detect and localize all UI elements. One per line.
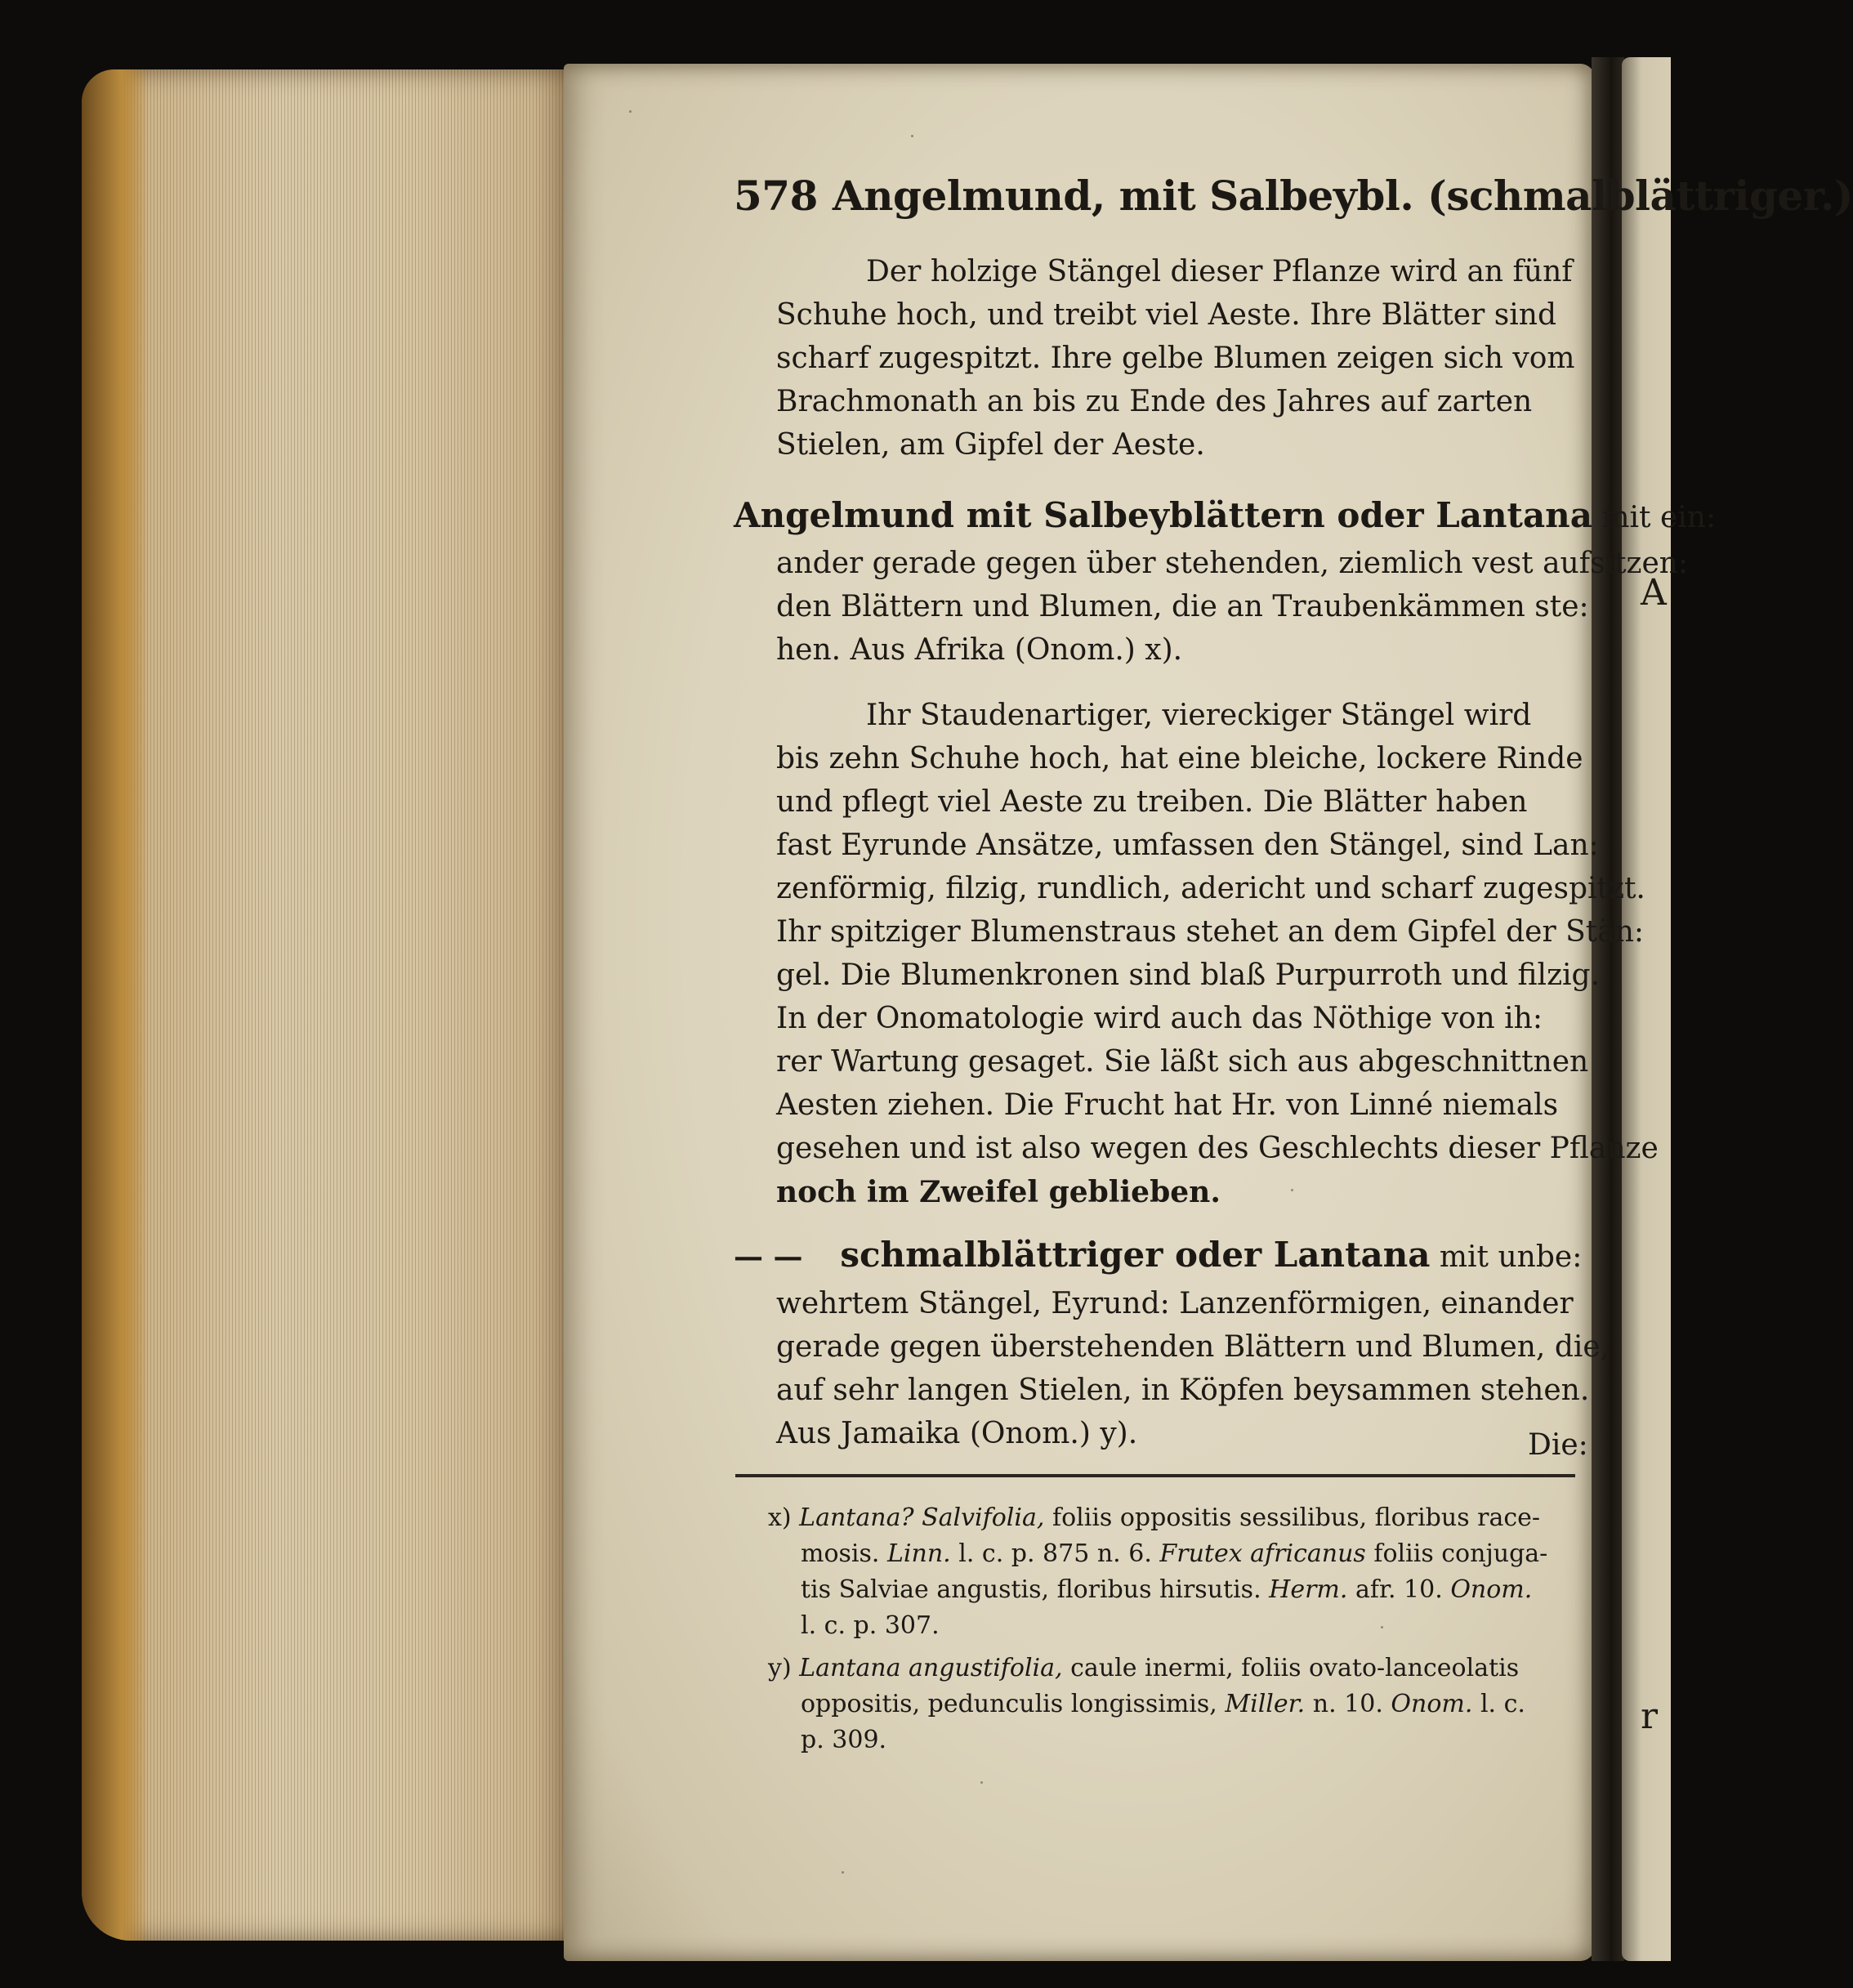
entry3-line-2: bis zehn Schuhe hoch, hat eine bleiche, lockere Rinde: [776, 742, 1583, 775]
entry1-line-3: scharf zugespitzt. Ihre gelbe Blumen zeigen sich vom: [776, 342, 1575, 375]
entry3-line-10: Aesten ziehen. Die Frucht hat Hr. von Linné niemals: [776, 1088, 1559, 1122]
entry3-line-8: In der Onomatologie wird auch das Nöthige von ih:: [776, 1002, 1543, 1035]
footnote-y-text-2a: oppositis, pedunculis longissimis,: [801, 1690, 1217, 1718]
book-fore-edge: [82, 69, 572, 1941]
footnote-x-text-2c: foliis conjuga-: [1373, 1539, 1548, 1568]
footnote-y-italic-2a: Miller.: [1225, 1690, 1306, 1718]
running-title: Angelmund, mit Salbeybl. (schmalblättriger.): [832, 172, 1853, 220]
entry4-heading-rest: mit unbe:: [1439, 1240, 1583, 1274]
entry4-heading-line: [734, 1235, 1583, 1275]
entry2-heading-rest: mit ein:: [1601, 501, 1717, 534]
entry3-line-7: gel. Die Blumenkronen sind blaß Purpurroth und filzig.: [776, 958, 1601, 992]
footnote-y-taxon: Lantana angustifolia,: [799, 1654, 1063, 1682]
footnote-x-text-1: foliis oppositis sessilibus, floribus race-: [1052, 1503, 1541, 1532]
footnote-x-text-2b: l. c. p. 875 n. 6.: [958, 1539, 1152, 1568]
footnote-x-italic-2b: Frutex africanus: [1159, 1539, 1366, 1568]
footnote-y-line-1: [768, 1656, 1519, 1681]
entry4-dashes: — —: [734, 1240, 803, 1274]
footnote-x-text-3a: tis Salviae angustis, floribus hirsutis.: [801, 1575, 1261, 1604]
entry4-line-3: auf sehr langen Stielen, in Köpfen beysammen stehen.: [776, 1374, 1590, 1407]
footnote-x-italic-3b: Onom.: [1450, 1575, 1533, 1604]
entry3-line-9: rer Wartung gesaget. Sie läßt sich aus abgeschnittnen: [776, 1045, 1589, 1079]
facing-page-letter-top: A: [1641, 572, 1667, 614]
entry3-line-1: Ihr Staudenartiger, viereckiger Stängel wird: [866, 699, 1532, 732]
entry2-line-2: den Blättern und Blumen, die an Traubenkämmen ste:: [776, 590, 1589, 623]
entry3-line-6: Ihr spitziger Blumenstraus stehet an dem Gipfel der Stän:: [776, 915, 1645, 949]
footnote-y-text-2b: n. 10.: [1312, 1690, 1383, 1718]
footnote-x-line-2: [801, 1539, 1548, 1568]
entry2-lemma: Angelmund mit Salbeyblättern oder Lantana: [734, 495, 1592, 535]
entry1-line-2: Schuhe hoch, und treibt viel Aeste. Ihre Blätter sind: [776, 298, 1556, 332]
footnote-y-italic-2b: Onom.: [1391, 1690, 1473, 1718]
catchword: Die:: [1528, 1428, 1588, 1462]
footnote-y-text-1: caule inermi, foliis ovato-lanceolatis: [1070, 1654, 1520, 1682]
facing-page-letter-bottom: r: [1641, 1695, 1659, 1737]
entry4-lemma: schmalblättriger oder Lantana: [840, 1235, 1431, 1275]
footnote-y-line-2: [801, 1692, 1525, 1717]
entry3-line-5: zenförmig, filzig, rundlich, adericht und scharf zugespitzt.: [776, 872, 1645, 905]
footnote-x-text-3b: afr. 10.: [1355, 1575, 1443, 1604]
footnote-x-line-4: l. c. p. 307.: [801, 1611, 940, 1640]
footnote-x-taxon: Lantana? Salvifolia,: [799, 1503, 1045, 1532]
footnote-x-italic-3a: Herm.: [1269, 1575, 1348, 1604]
entry4-line-4: Aus Jamaika (Onom.) y).: [776, 1417, 1138, 1450]
footnote-x-marker: x): [768, 1503, 792, 1532]
footnote-x-line-1: [768, 1503, 1541, 1532]
entry4-line-1: wehrtem Stängel, Eyrund: Lanzenförmigen, einander: [776, 1287, 1574, 1320]
entry2-line-1: ander gerade gegen über stehenden, ziemlich vest aufsitzen:: [776, 547, 1689, 580]
running-head: [734, 172, 1853, 220]
entry4-line-2: gerade gegen überstehenden Blättern und Blumen, die,: [776, 1330, 1610, 1364]
entry1-line-1: Der holzige Stängel dieser Pflanze wird an fünf: [866, 255, 1573, 288]
entry1-line-4: Brachmonath an bis zu Ende des Jahres auf zarten: [776, 385, 1533, 418]
footnote-y-line-3: p. 309.: [801, 1726, 887, 1754]
book-gutter: [1592, 57, 1624, 1961]
entry2-line-3: hen. Aus Afrika (Onom.) x).: [776, 633, 1183, 667]
page-number: 578: [734, 172, 818, 220]
footnote-x-italic-2a: Linn.: [886, 1539, 951, 1568]
facing-page-edge: [1622, 57, 1671, 1961]
entry3-line-4: fast Eyrunde Ansätze, umfassen den Stängel, sind Lan:: [776, 829, 1599, 862]
entry3-line-11: gesehen und ist also wegen des Geschlechts dieser Pflanze: [776, 1132, 1659, 1165]
footnote-y-marker: y): [768, 1654, 792, 1682]
entry3-line-3: und pflegt viel Aeste zu treiben. Die Blätter haben: [776, 785, 1528, 819]
footnote-x-text-2a: mosis.: [801, 1539, 880, 1568]
entry2-heading-line: [734, 495, 1717, 535]
entry1-line-5: Stielen, am Gipfel der Aeste.: [776, 428, 1205, 462]
footnote-y-text-2c: l. c.: [1480, 1690, 1525, 1718]
footnote-rule: [735, 1474, 1575, 1477]
footnote-x-line-3: [801, 1575, 1533, 1604]
entry3-line-12: noch im Zweifel geblieben.: [776, 1175, 1221, 1209]
